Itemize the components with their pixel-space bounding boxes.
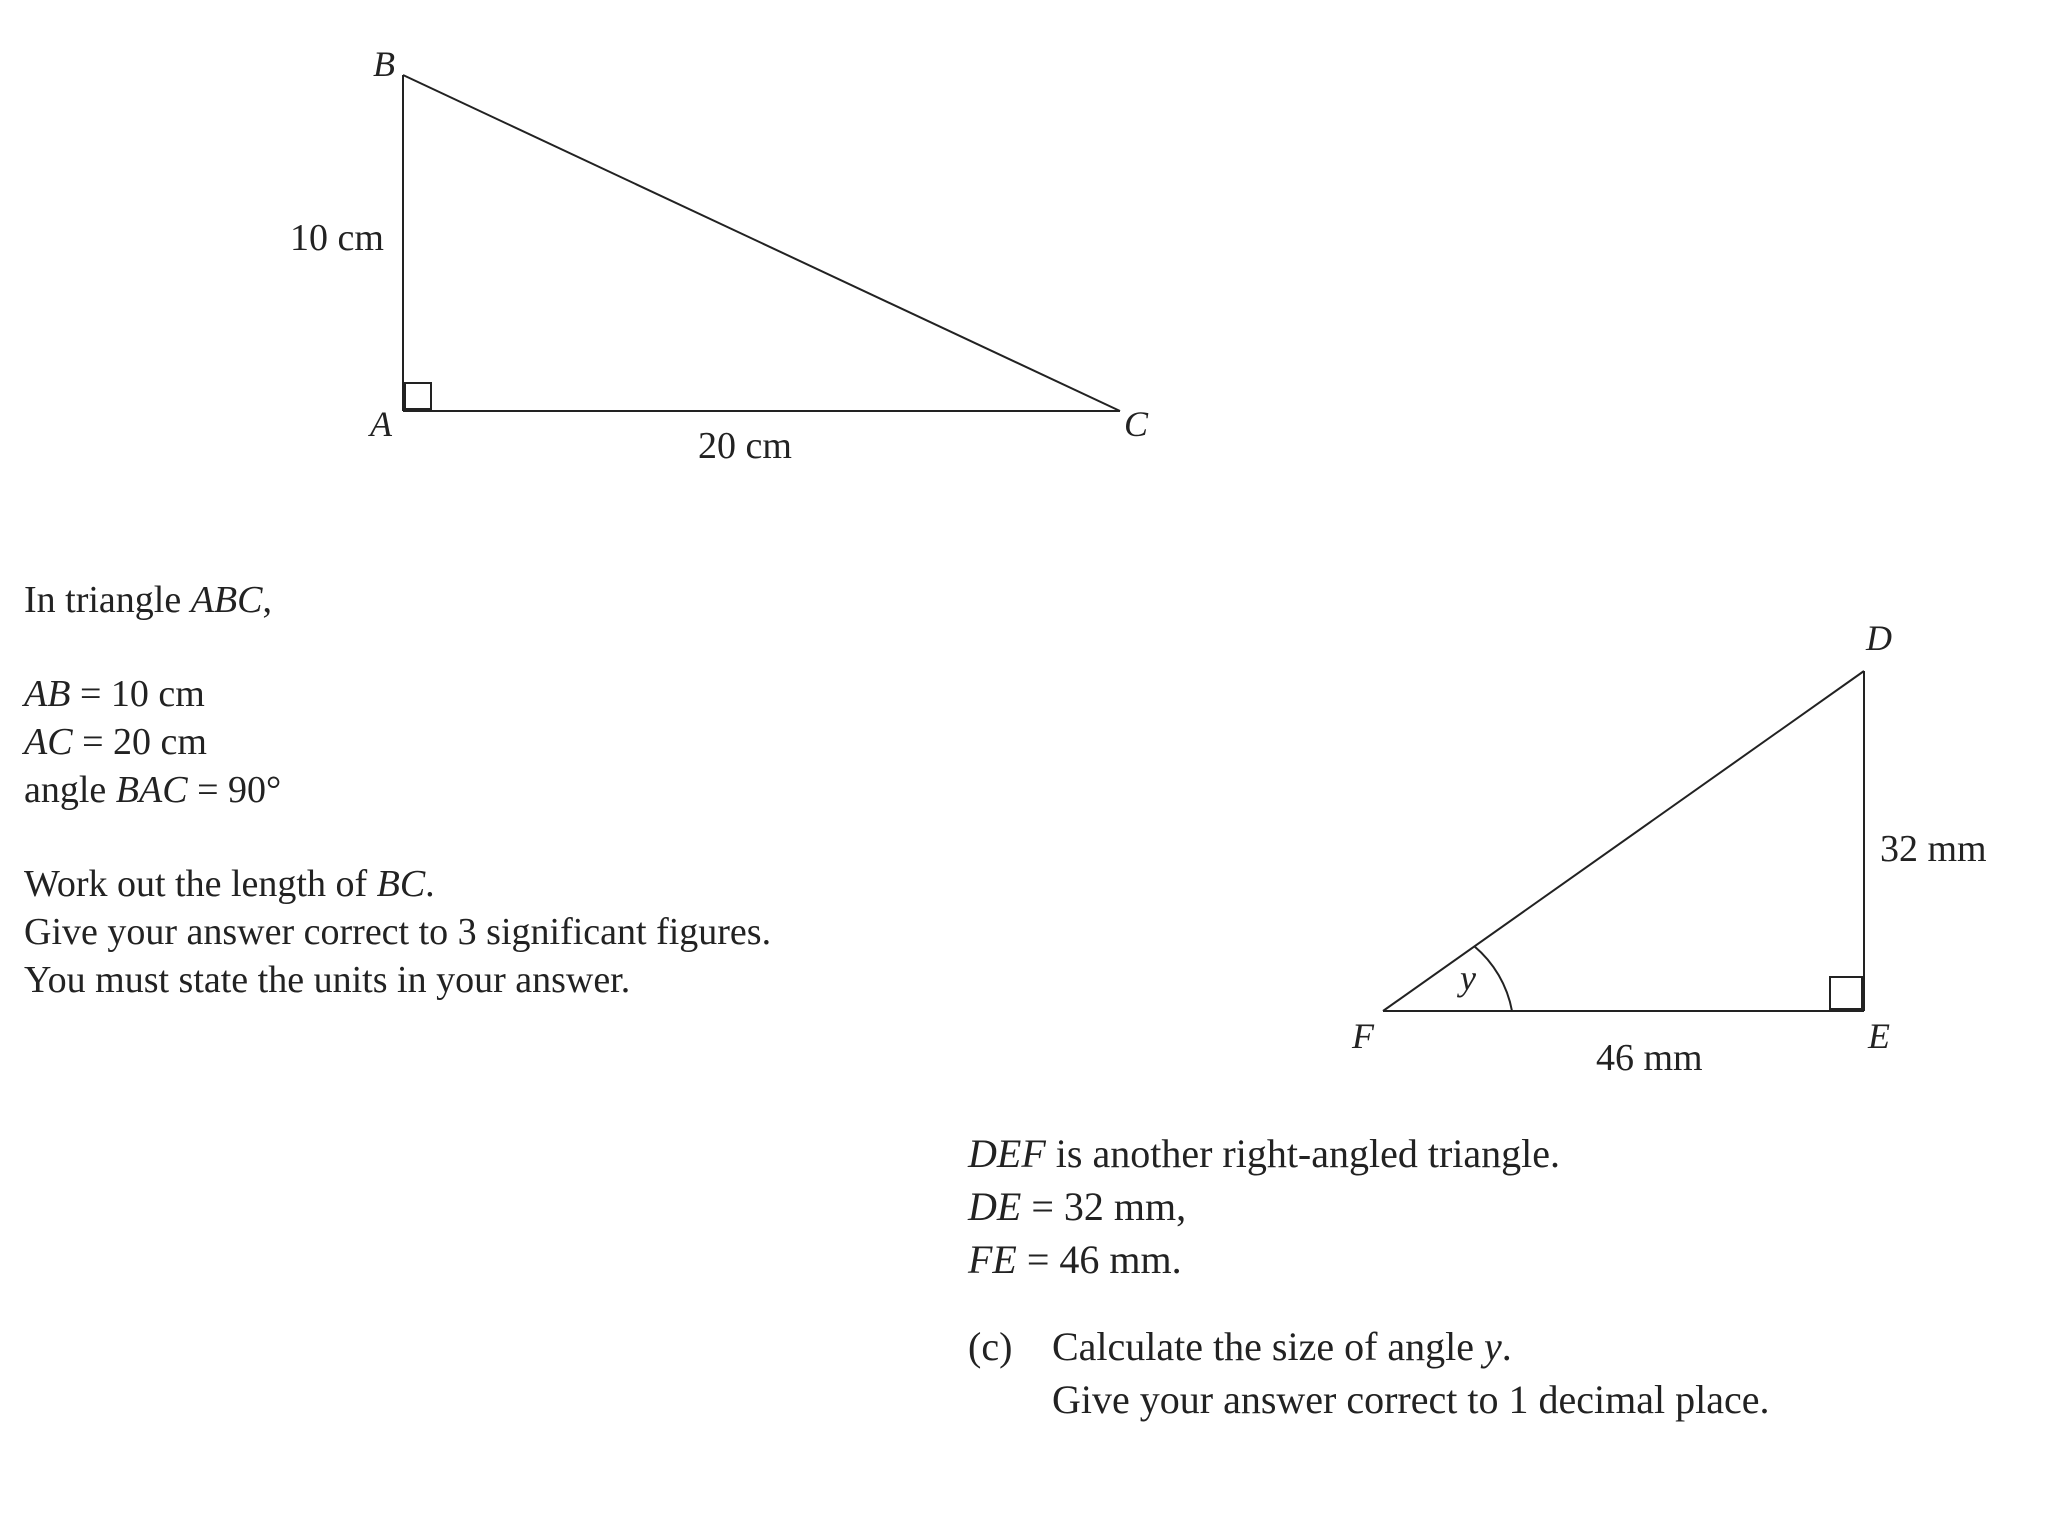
vertex-b-label: B xyxy=(373,44,395,84)
units-line: You must state the units in your answer. xyxy=(24,959,631,1001)
vertex-f-label: F xyxy=(1352,1016,1374,1056)
fe-given-line: FE = 46 mm. xyxy=(968,1237,1182,1282)
part-c-label: (c) xyxy=(968,1324,1013,1369)
triangle-abc-diagram xyxy=(290,44,1149,467)
de-given-line: DE = 32 mm, xyxy=(968,1184,1187,1229)
task-line: Work out the length of BC. xyxy=(24,863,435,905)
side-fe-measure: 46 mm xyxy=(1596,1037,1703,1079)
side-de-measure: 32 mm xyxy=(1880,828,1987,870)
side-df-line xyxy=(1383,671,1864,1011)
part-c-precision-line: Give your answer correct to 1 decimal place. xyxy=(1052,1377,1770,1422)
ab-given-line: AB = 10 cm xyxy=(24,673,205,715)
intro-line: In triangle ABC, xyxy=(24,579,272,621)
side-ab-measure: 10 cm xyxy=(290,217,384,259)
right-angle-marker-a xyxy=(405,383,431,409)
angle-y-arc xyxy=(1474,946,1512,1011)
vertex-e-label: E xyxy=(1868,1016,1890,1056)
precision-line: Give your answer correct to 3 significant figures. xyxy=(24,911,772,953)
right-angle-marker-e xyxy=(1830,977,1862,1009)
angle-y-label: y xyxy=(1460,958,1476,998)
question-def-text xyxy=(968,1127,1769,1426)
def-intro-line: DEF is another right-angled triangle. xyxy=(968,1131,1561,1176)
side-ac-measure: 20 cm xyxy=(698,425,792,467)
side-bc-line xyxy=(403,75,1120,411)
vertex-d-label: D xyxy=(1866,618,1892,658)
vertex-a-label: A xyxy=(370,404,392,444)
part-c-line: (c) Calculate the size of angle y. xyxy=(968,1320,1769,1373)
ac-given-line: AC = 20 cm xyxy=(24,721,207,763)
triangle-def-diagram xyxy=(1351,618,1987,1079)
angle-given-line: angle BAC = 90° xyxy=(24,769,282,811)
vertex-c-label: C xyxy=(1124,404,1149,444)
triangle-name: ABC xyxy=(190,579,263,621)
question-abc-text xyxy=(24,576,771,1004)
